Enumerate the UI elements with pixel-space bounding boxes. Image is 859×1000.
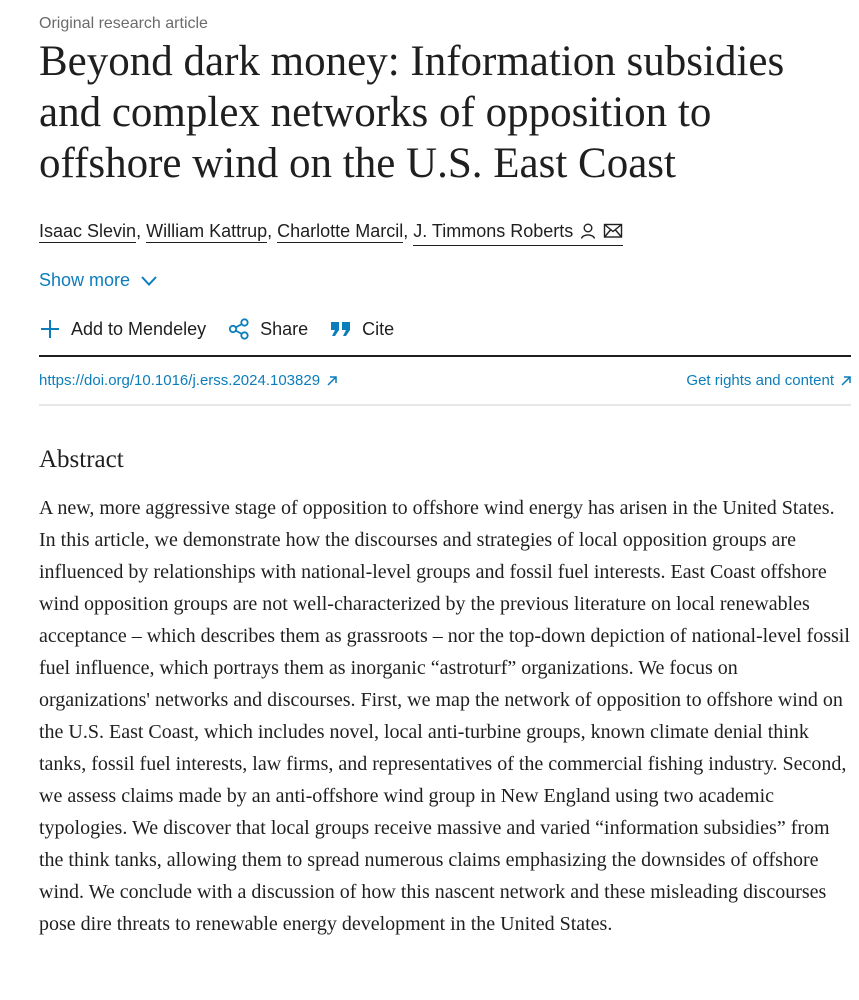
- person-icon: [579, 222, 597, 240]
- corresponding-author-link[interactable]: [413, 218, 623, 246]
- author-link[interactable]: William Kattrup: [146, 221, 268, 241]
- doi-link[interactable]: [39, 372, 338, 389]
- author-separator: ,: [403, 221, 409, 241]
- article-type-label: Original research article: [39, 15, 208, 32]
- add-to-mendeley-label: Add to Mendeley: [71, 318, 207, 339]
- toolbar-divider: [39, 355, 851, 357]
- article-toolbar: [39, 318, 416, 340]
- abstract-heading: Abstract: [39, 446, 124, 473]
- chevron-down-icon: [140, 275, 158, 287]
- add-to-mendeley-button[interactable]: [39, 318, 206, 340]
- author-separator: ,: [267, 221, 273, 241]
- plus-icon: [39, 318, 61, 340]
- author-link[interactable]: Isaac Slevin: [39, 221, 137, 241]
- external-link-icon: [840, 375, 852, 387]
- share-label: Share: [260, 318, 309, 339]
- cite-button[interactable]: [330, 319, 394, 340]
- show-more-button[interactable]: [39, 270, 158, 291]
- author-name: J. Timmons Roberts: [413, 221, 574, 241]
- envelope-icon: [603, 223, 623, 239]
- abstract-text: A new, more aggressive stage of opposition to offshore wind energy has arisen in the United States. In this article, we demonstrate how the discourses and strategies of local opposition groups are influenced by relationships with national-level groups and fossil fuel interests. East Coast offshore wind opposition groups are not well-characterized by the previous literature on local renewables acceptance – which describes them as grassroots – nor the top-down depiction of national-level fossil fuel influence, which portrays them as inorganic “astroturf” organizations. We focus on organizations' networks and discourses. First, we map the network of opposition to offshore wind on the U.S. East Coast, which includes novel, local anti-turbine groups, known climate denial think tanks, fossil fuel interests, law firms, and representatives of the commercial fishing industry. Second, we assess claims made by an anti-offshore wind group in New England using two academic typologies. We discover that local groups receive massive and varied “information subsidies” from the think tanks, allowing them to spread numerous claims emphasizing the downsides of offshore wind. We conclude with a discussion of how this nascent network and these misleading discourses pose dire threats to renewable energy development in the United States.: [39, 497, 850, 935]
- article-title: Beyond dark money: Information subsidies and complex networks of opposition to offshore wind on the U.S. East Coast: [39, 38, 785, 187]
- share-icon: [228, 318, 250, 340]
- links-divider: [39, 404, 851, 406]
- external-link-icon: [326, 375, 338, 387]
- author-link[interactable]: Charlotte Marcil: [277, 221, 404, 241]
- cite-label: Cite: [362, 318, 395, 339]
- author-list: [39, 218, 623, 246]
- share-button[interactable]: [228, 318, 308, 340]
- show-more-label: Show more: [39, 270, 131, 290]
- author-separator: ,: [136, 221, 142, 241]
- doi-text: https://doi.org/10.1016/j.erss.2024.103829: [39, 372, 321, 389]
- get-rights-text: Get rights and content: [686, 372, 834, 389]
- quote-icon: [330, 319, 352, 339]
- get-rights-link[interactable]: [686, 372, 852, 389]
